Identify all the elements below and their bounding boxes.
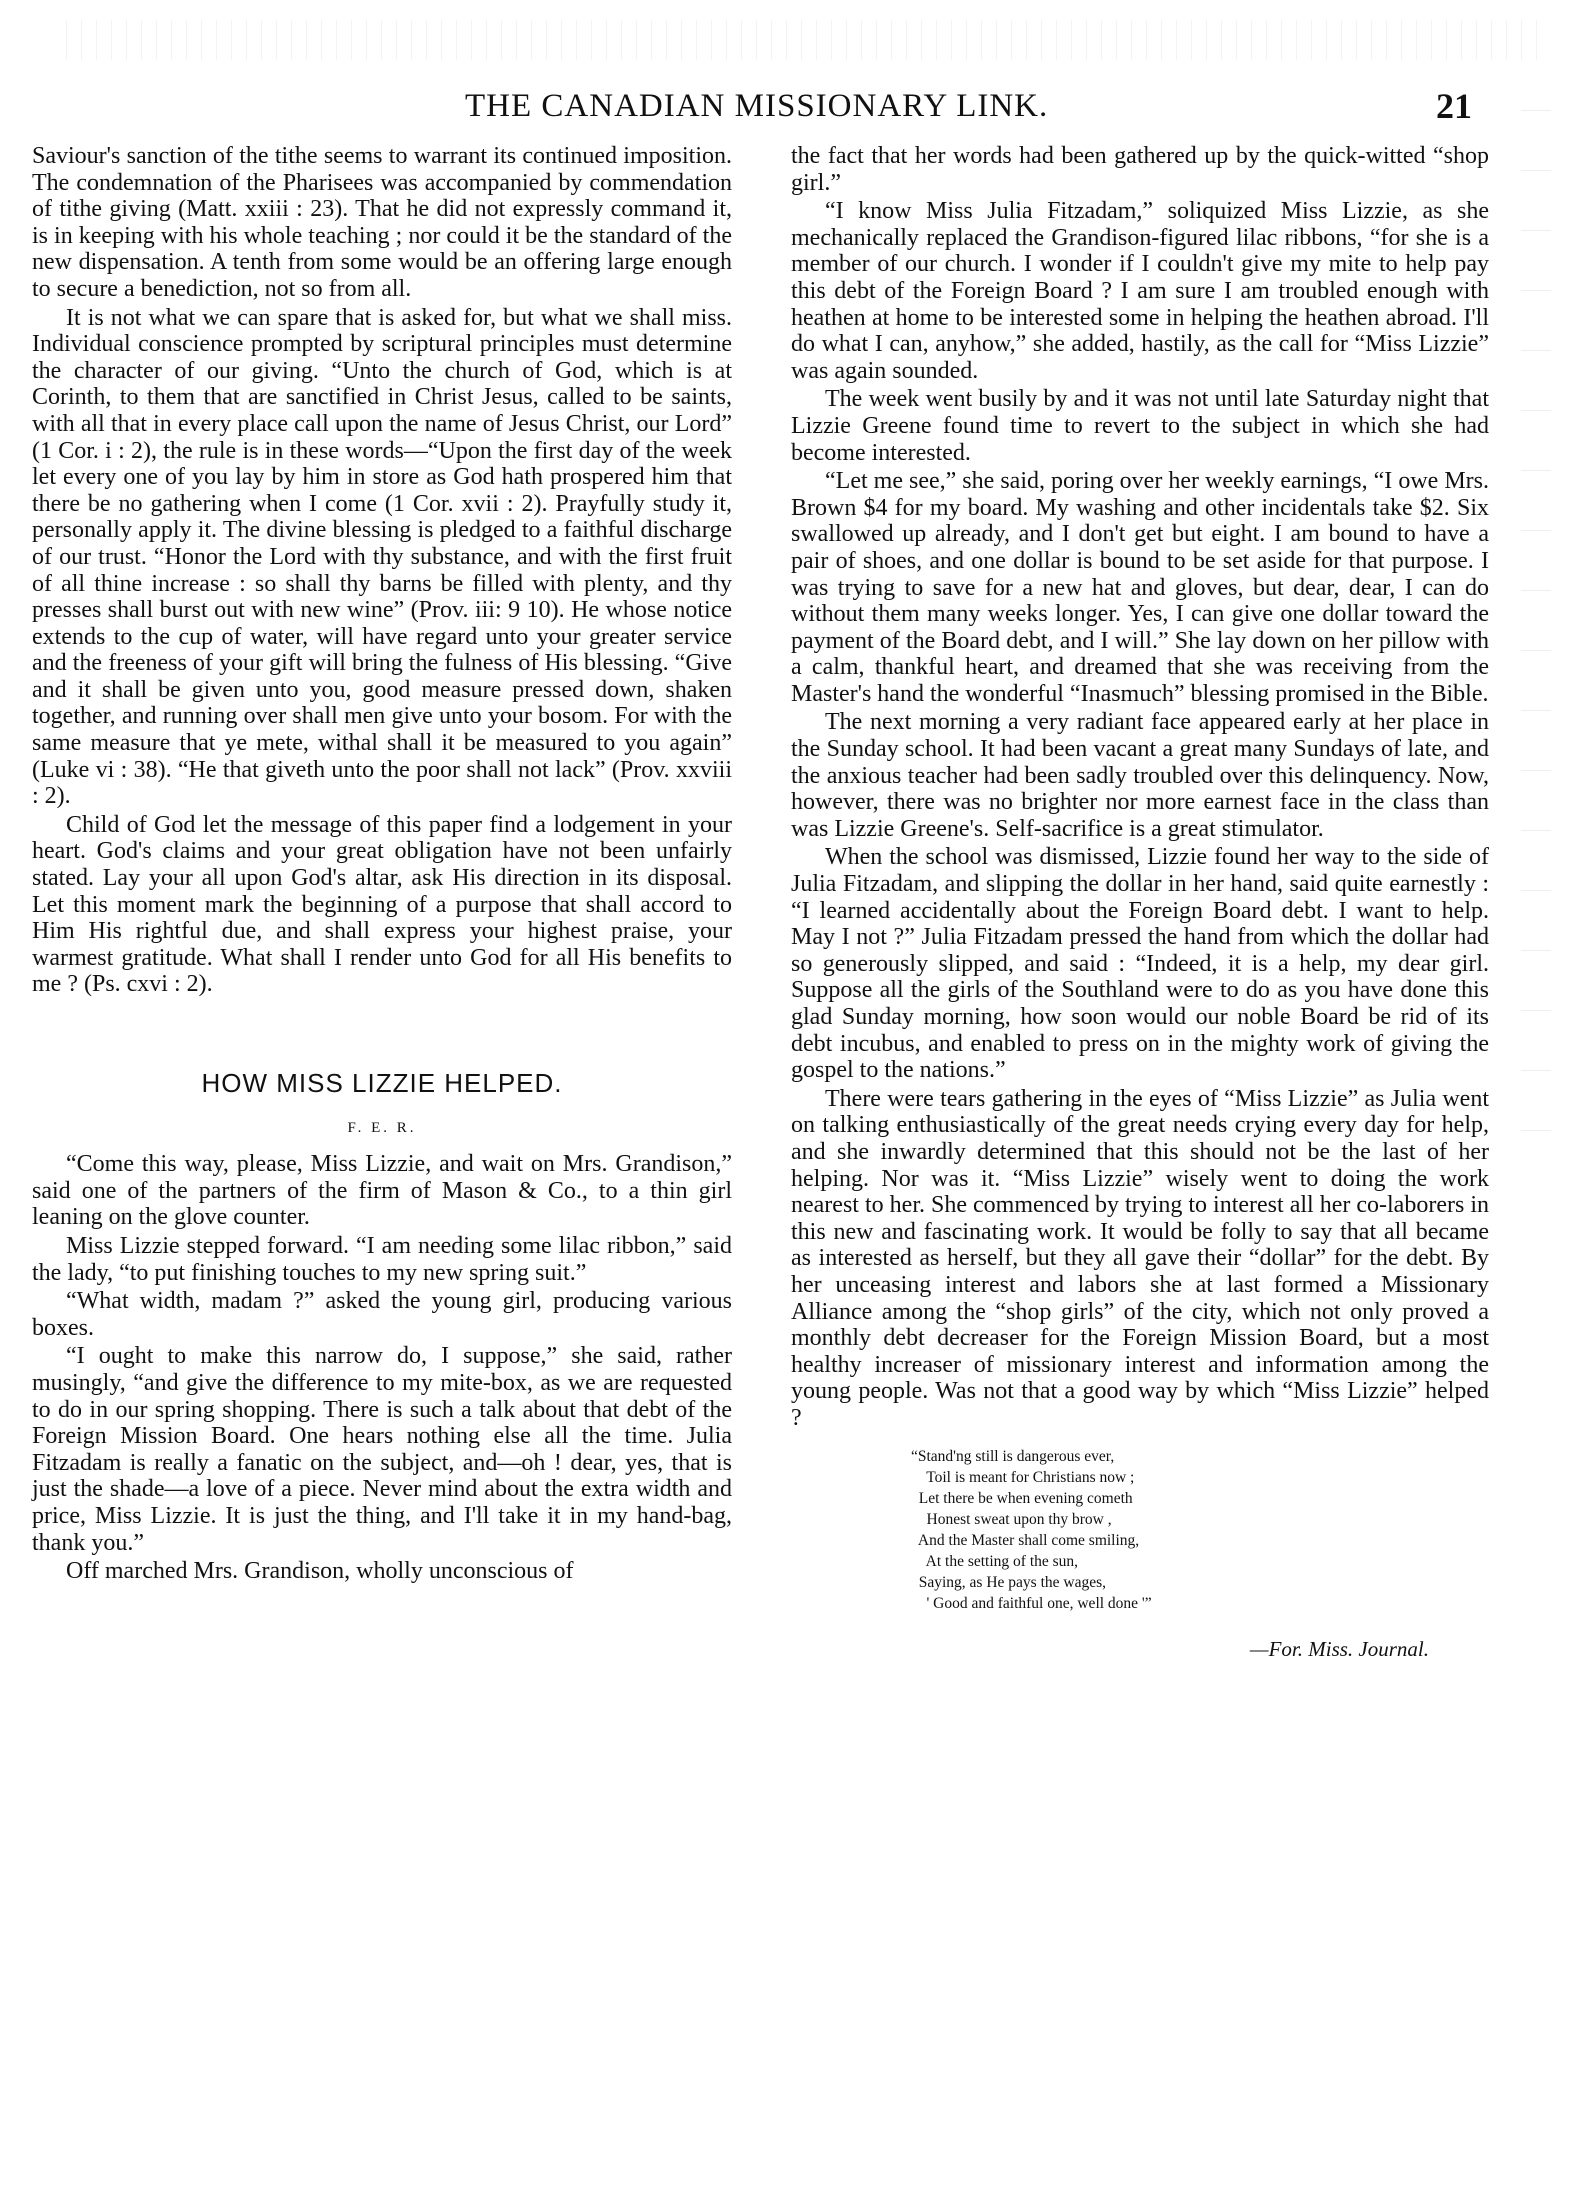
paragraph: Child of God let the message of this paper find a lodgement in your heart. God's claims and your great obligation have not been unfairly stated. Lay your all upon God's altar, ask His direction in its disposal. Let this moment mark the beginning of a purpose that shall accord to Him His rightful due, and shall express your highest praise, your warmest gratitude. What shall I render unto God for all His benefits to me ? (Ps. cxvi : 2). — [32, 811, 732, 998]
poem-line: “Stand'ng still is dangerous ever, — [911, 1447, 1115, 1465]
poem-line: ' Good and faithful one, well done '” — [911, 1594, 1152, 1612]
page-number: 21 — [1436, 86, 1472, 126]
story-paragraph: “What width, madam ?” asked the young girl, producing various boxes. — [32, 1288, 732, 1341]
scan-noise — [60, 20, 1540, 60]
story-paragraph: “Come this way, please, Miss Lizzie, and wait on Mrs. Grandison,” said one of the partners of the firm of Mason & Co., to a thin girl leaning on the glove counter. — [32, 1151, 732, 1231]
poem — [911, 1446, 1489, 1614]
story-paragraph: Off marched Mrs. Grandison, wholly unconscious of — [66, 1558, 574, 1585]
source-credit: —For. Miss. Journal. — [1249, 1636, 1429, 1661]
story-paragraph: The next morning a very radiant face appeared early at her place in the Sunday school. It had been vacant a great many Sundays of late, and the anxious teacher had been sadly troubled over this delinquency. Now, however, there was no brighter nor more earnest face in the class than was Lizzie Greene's. Self-sacrifice is a great stimulator. — [791, 709, 1489, 842]
byline: F. E. R. — [347, 1119, 417, 1136]
poem-line: Honest sweat upon thy brow , — [911, 1510, 1112, 1528]
paragraph: It is not what we can spare that is asked for, but what we shall miss. Individual conscience prompted by scriptural principles must determine the character of our giving. “Unto the church of God, which is at Corinth, to them that are sanctified in Christ Jesus, called to be saints, with all that in every place call upon the name of Jesus Christ, our Lord” (1 Cor. i : 2), the rule is in these words—“Upon the first day of the week let every one of you lay by him in store as God hath prospered him that there be no gathering when I come (1 Cor. xvii : 2). Prayfully study it, personally apply it. The divine blessing is pledged to a faithful discharge of our trust. “Honor the Lord with thy substance, and with the first fruit of all thine increase : so shall thy barns be filled with plenty, and thy presses shall burst out with new wine” (Prov. iii: 9 10). He whose notice extends to the cup of water, will have regard unto your greater service and the freeness of your gift will bring the fulness of His blessing. “Give and it shall be given unto you, good measure pressed down, shaken together, and running over shall men give unto your bosom. For with the same measure that ye mete, withal shall it be measured to you again” (Luke vi : 38). “He that giveth unto the poor shall not lack” (Prov. xxviii : 2). — [32, 304, 732, 810]
story-paragraph: “I ought to make this narrow do, I suppose,” she said, rather musingly, “and give the difference to my mite-box, as we are requested to do in our spring shopping. There is such a talk about that debt of the Foreign Mission Board. One hears nothing else all the time. Julia Fitzadam is really a fanatic on the subject, and—oh ! dear, yes, that is just the shade—a love of a piece. Never mind about the extra width and price, Miss Lizzie. It is just the thing, and I'll take it in my hand-bag, thank you.” — [32, 1343, 732, 1556]
right-column — [791, 143, 1489, 1662]
left-column — [32, 143, 732, 1587]
story-paragraph: The week went busily by and it was not until late Saturday night that Lizzie Greene found time to revert to the subject in which she had become interested. — [791, 386, 1489, 466]
story-title: HOW MISS LIZZIE HELPED. — [201, 1068, 563, 1098]
poem-line: At the setting of the sun, — [911, 1552, 1079, 1570]
poem-line: And the Master shall come smiling, — [911, 1531, 1140, 1549]
running-head: THE CANADIAN MISSIONARY LINK. — [465, 88, 1049, 124]
story-paragraph: “I know Miss Julia Fitzadam,” soliquized Miss Lizzie, as she mechanically replaced the Grandison-figured lilac ribbons, “for she is a member of our church. I wonder if I couldn't give my mite to help pay this debt of the Foreign Board ? I am sure I am troubled enough with heathen at home to be interested some in helping the heathen abroad. I'll do what I can, anyhow,” she added, hastily, as the call for “Miss Lizzie” was again sounded. — [791, 198, 1489, 384]
story-paragraph: There were tears gathering in the eyes of “Miss Lizzie” as Julia went on talking enthusiastically of the great needs crying every day for help, and she inwardly determined that this should not be the last of her helping. Nor was it. “Miss Lizzie” wisely went to doing the work nearest to her. She commenced by trying to interest all her co-laborers in this new and fascinating work. It would be folly to say that all became as interested as herself, but they all gave their “dollar” for the debt. By her unceasing interest and labors she at last formed a Missionary Alliance among the “shop girls” of the city, which not only proved a monthly debt decreaser for the Foreign Mission Board, but a most healthy increaser of missionary interest and information among the young people. Was not that a good way by which “Miss Lizzie” helped ? — [791, 1085, 1489, 1431]
poem-line: Toil is meant for Christians now ; — [911, 1468, 1135, 1486]
story-paragraph: the fact that her words had been gathered up by the quick-witted “shop girl.” — [791, 143, 1489, 196]
paragraph: Saviour's sanction of the tithe seems to warrant its continued imposition. The condemnation of the Pharisees was accompanied by commendation of tithe giving (Matt. xxiii : 23). That he did not expressly command it, is in keeping with his whole teaching ; nor could it be the standard of the new dispensation. A tenth from some would be an offering large enough to secure a benediction, not so from all. — [32, 143, 732, 302]
story-paragraph: “Let me see,” she said, poring over her weekly earnings, “I owe Mrs. Brown $4 for my board. My washing and other incidentals take $2. Six swallowed up already, and I don't get but eight. I am bound to have a pair of shoes, and one dollar is bound to be set aside for that purpose. I was trying to save for a new hat and gloves, but dear, dear, I can do without them many weeks longer. Yes, I can give one dollar toward the payment of the Board debt, and I will.” She lay down on her pillow with a calm, thankful heart, and dreamed that she was receiving from the Master's hand the wonderful “Inasmuch” blessing promised in the Bible. — [791, 468, 1489, 707]
story-paragraph: Miss Lizzie stepped forward. “I am needing some lilac ribbon,” said the lady, “to put finishing touches to my new spring suit.” — [32, 1232, 732, 1286]
poem-line: Saying, as He pays the wages, — [911, 1573, 1106, 1591]
scan-margin-marks — [1521, 80, 1551, 1180]
poem-line: Let there be when evening cometh — [911, 1489, 1133, 1507]
story-paragraph: When the school was dismissed, Lizzie found her way to the side of Julia Fitzadam, and slipping the dollar in her hand, said quite earnestly : “I learned accidentally about the Foreign Board debt. I want to help. May I not ?” Julia Fitzadam pressed the hand from which the dollar had so generously slipped, and said : “Indeed, it is a help, my dear girl. Suppose all the girls of the Southland were to do as you have done this glad Sunday morning, how soon would our noble Board be rid of its debt incubus, and enabled to press on in the mighty work of giving the gospel to the nations.” — [791, 844, 1489, 1084]
